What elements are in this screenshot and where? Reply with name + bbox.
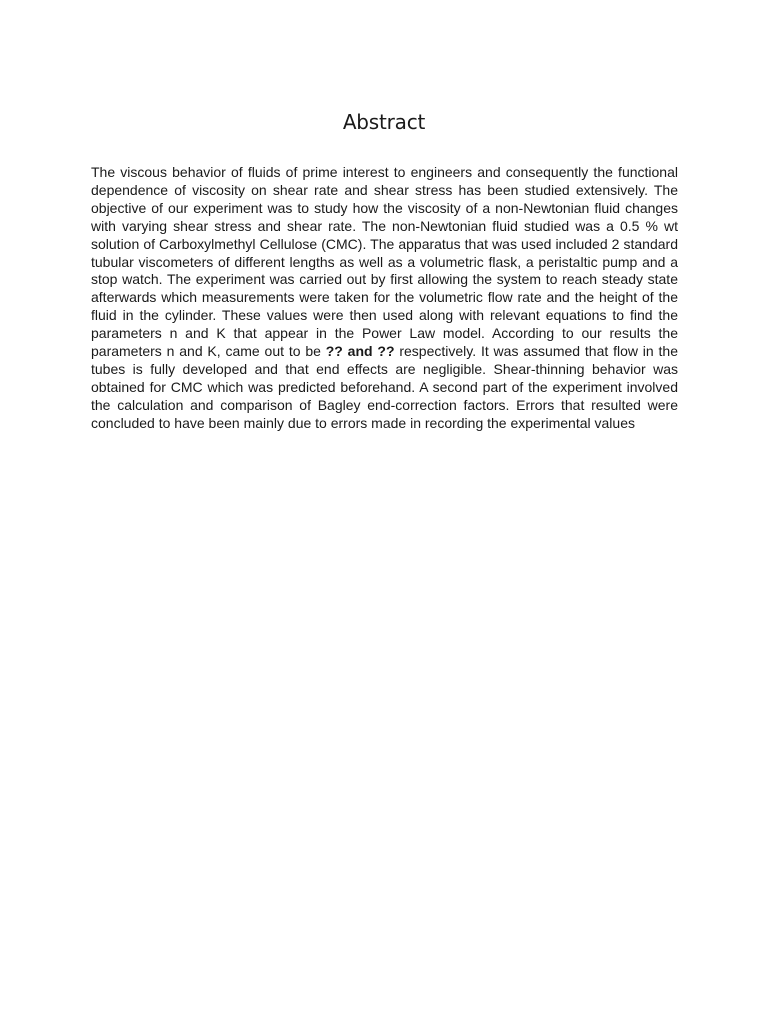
page-title: Abstract [342, 110, 426, 134]
abstract-text-part1: The viscous behavior of fluids of prime interest to engineers and consequently the functional dependence of viscosity on shear rate and shear stress has been studied extensively. The objective of our experiment was to study how the viscosity of a non-Newtonian fluid changes with varying shear stress and shear rate. The non-Newtonian fluid studied was a 0.5 % wt solution of Carboxylmethyl Cellulose (CMC). The apparatus that was used included 2 standard tubular viscometers of different lengths as well as a volumetric flask, a peristaltic pump and a stop watch. The experiment was carried out by first allowing the system to reach steady state afterwards which measurements were taken for the volumetric flow rate and the height of the fluid in the cylinder. These values were then used along with relevant equations to find the parameters n and K that appear in the Power Law model. According to our results the parameters n and K, came out to be [91, 164, 678, 360]
abstract-bold-values: ?? and ?? [325, 343, 395, 360]
abstract-paragraph [91, 164, 678, 433]
abstract-text-part2: respectively. It was assumed that flow in the tubes is fully developed and that end effects are negligible. Shear-thinning behavior was obtained for CMC which was predicted beforehand. A second part of the experiment involved the calculation and comparison of Bagley end-correction factors. Errors that resulted were concluded to have been mainly due to errors made in recording the experimental values [91, 343, 678, 431]
